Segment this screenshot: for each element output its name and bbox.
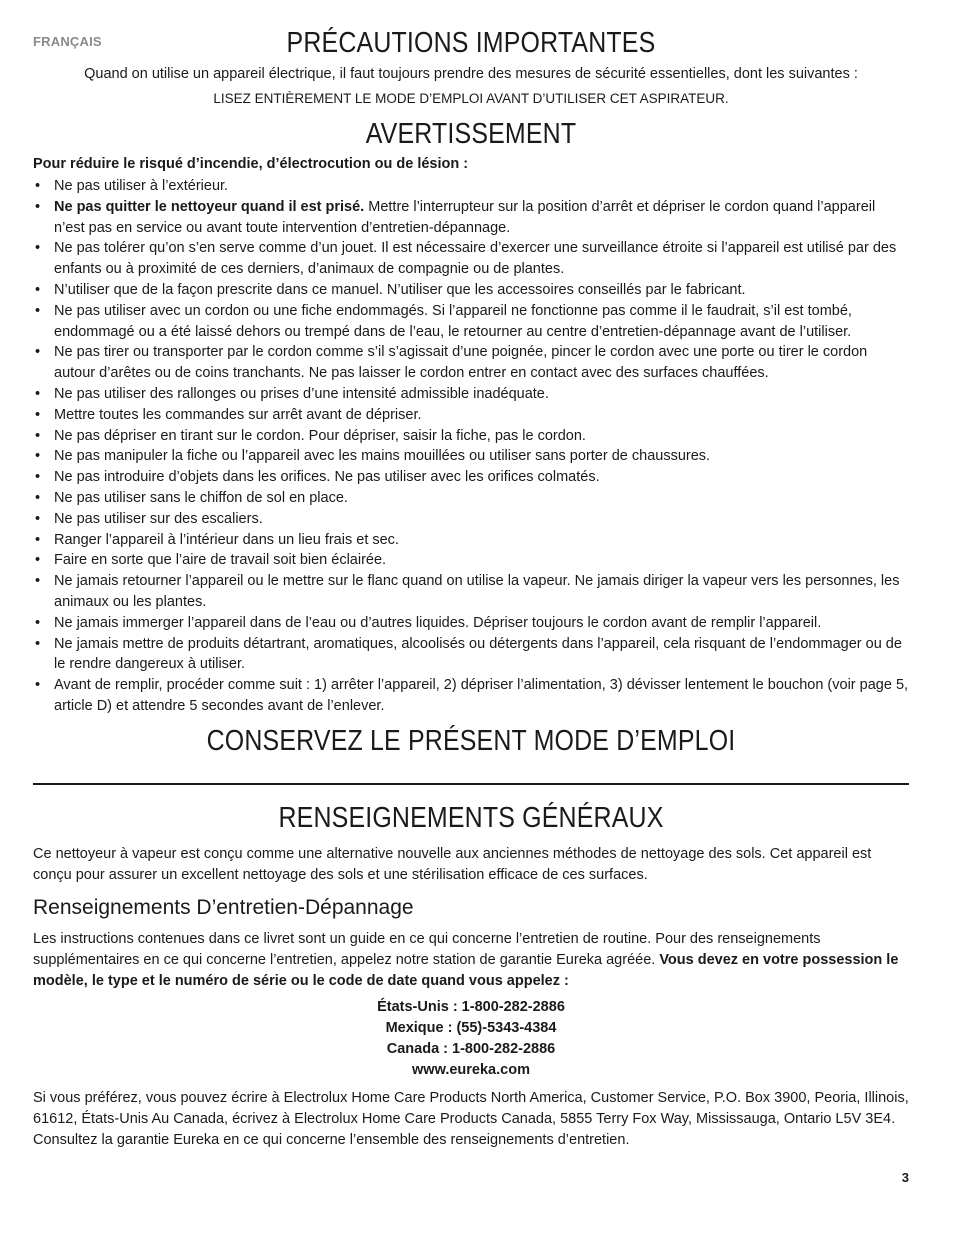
bullet-icon: • (35, 614, 41, 631)
warning-item-text: Ne pas utiliser avec un cordon ou une fiche endommagés. Si l’appareil ne fonctionne pas comme il le faudrait, s’il est tombé, endommagé ou a été laissé dehors ou trempé dans de l’eau, le retourner au centre d’entretien-dépannage avant de l’utiliser. (54, 302, 852, 340)
warning-item (33, 550, 909, 571)
bullet-icon: • (35, 385, 41, 402)
service-text: Les instructions contenues dans ce livret sont un guide en ce qui concerne l’entretien de routine. Pour des renseignements supplémentaires en ce qui concerne l’entretien, appelez notre station de garantie Eureka agréée. (33, 931, 821, 968)
service-bold-text: Vous devez en votre possession le modèle, le type et le numéro de série ou le code de date quand vous appelez : (33, 952, 899, 989)
contact-website: www.eureka.com (412, 1062, 530, 1078)
bullet-icon: • (35, 406, 41, 423)
warning-item (33, 426, 909, 447)
warning-item (33, 280, 909, 301)
bullet-icon: • (35, 198, 41, 215)
general-info-title: RENSEIGNEMENTS GÉNÉRAUX (278, 802, 664, 834)
warning-item-bold: Ne pas quitter le nettoyeur quand il est prisé. (54, 198, 365, 215)
manual-page (33, 0, 909, 1235)
contact-canada: Canada : 1-800-282-2886 (386, 1041, 556, 1057)
warning-lead: Pour réduire le risqué d’incendie, d’électrocution ou de lésion : (33, 156, 469, 172)
warning-item-text: Faire en sorte que l’aire de travail soit bien éclairée. (54, 552, 387, 569)
warning-item-text: Ne pas tolérer qu’on s’en serve comme d’un jouet. Il est nécessaire d’exercer une surveillance étroite si l’appareil est utilisé par des enfants ou à proximité de ces derniers, d’animaux de compagnie ou de plantes. (54, 240, 897, 278)
warning-item (33, 467, 909, 488)
warning-title: AVERTISSEMENT (365, 118, 577, 150)
warning-item-text: Mettre toutes les commandes sur arrêt avant de dépriser. (54, 406, 422, 423)
warning-item-text: Ne jamais immerger l’appareil dans de l’eau ou d’autres liquides. Dépriser toujours le cordon avant de remplir l’appareil. (54, 614, 822, 631)
bullet-icon: • (35, 344, 41, 361)
warning-item (33, 571, 909, 613)
warning-item-text: Ne pas utiliser à l’extérieur. (54, 178, 229, 194)
warning-item-text: Ne pas utiliser sans le chiffon de sol en place. (54, 489, 348, 506)
contact-us: États-Unis : 1-800-282-2886 (377, 999, 565, 1015)
warning-item (33, 446, 909, 467)
warning-item-text: Avant de remplir, procéder comme suit : 1) arrêter l’appareil, 2) dépriser l’alimentation, 3) dévisser lentement le bouchon (voir page 5, article D) et attendre 5 secondes avant de l’enlever. (54, 677, 909, 714)
contact-mexico: Mexique : (55)-5343-4384 (385, 1020, 557, 1036)
bullet-icon: • (35, 302, 41, 319)
warning-item (33, 405, 909, 426)
precautions-title: PRÉCAUTIONS IMPORTANTES (286, 27, 656, 59)
warning-item (33, 530, 909, 551)
bullet-icon: • (35, 552, 41, 569)
warning-item-text: N’utiliser que de la façon prescrite dans ce manuel. N’utiliser que les accessoires conseillés par le fabricant. (54, 281, 746, 298)
bullet-icon: • (35, 469, 41, 486)
page-number: 3 (901, 1170, 909, 1185)
bullet-icon: • (35, 635, 41, 652)
bullet-icon: • (35, 281, 41, 298)
service-paragraph (33, 929, 909, 992)
warning-item (33, 634, 909, 676)
warning-item (33, 197, 909, 239)
bullet-icon: • (35, 510, 41, 527)
warning-item (33, 675, 909, 717)
closing-paragraph: Si vous préférez, vous pouvez écrire à Electrolux Home Care Products North America, Customer Service, P.O. Box 3900, Peoria, Illinois, 61612, États-Unis Au Canada, écrivez à Electrolux Home Care Products Canada, 5855 Terry Fox Way, Mississauga, Ontario L5V 3E4. Consultez la garantie Eureka en ce qui concerne l’ensemble des renseignements d’entretien. (33, 1090, 909, 1148)
warning-item (33, 176, 909, 197)
warning-item (33, 342, 909, 384)
language-label: FRANÇAIS (33, 34, 102, 49)
warning-item-text: Ne pas utiliser des rallonges ou prises d’une intensité admissible inadéquate. (54, 385, 549, 402)
bullet-icon: • (35, 573, 41, 590)
warning-item-text: Ne pas dépriser en tirant sur le cordon. Pour dépriser, saisir la fiche, pas le cordon. (54, 427, 586, 444)
warning-item-text: Ne jamais mettre de produits détartrant, aromatiques, alcoolisés ou détergents dans l’appareil, cela risquant de l’endommager ou de le rendre dangereux à utiliser. (54, 635, 902, 673)
warning-item-text: Ne pas tirer ou transporter par le cordon comme s’il s’agissait d’une poignée, pincer le cordon avec une porte ou tirer le cordon autour d’arêtes ou de coins tranchants. Ne pas laisser le cordon entrer en contact avec des surfaces chauffées. (54, 344, 868, 382)
bullet-icon: • (35, 178, 41, 194)
precautions-intro: Quand on utilise un appareil électrique, il faut toujours prendre des mesures de sécurité essentielles, dont les suivantes : (84, 66, 858, 82)
warning-item-text: Mettre l’interrupteur sur la position d’arrêt et dépriser le cordon quand l’appareil n’est pas en service ou avant toute intervention d’entretien-dépannage. (54, 198, 876, 236)
warning-item (33, 613, 909, 634)
read-instructions-line: LISEZ ENTIÈREMENT LE MODE D’EMPLOI AVANT D’UTILISER CET ASPIRATEUR. (213, 91, 729, 106)
bullet-icon: • (35, 427, 41, 444)
bullet-icon: • (35, 240, 41, 257)
warning-item-text: Ne pas manipuler la fiche ou l’appareil avec les mains mouillées ou utiliser sans porter de chaussures. (54, 448, 711, 465)
bullet-icon: • (35, 489, 41, 506)
general-intro: Ce nettoyeur à vapeur est conçu comme une alternative nouvelle aux anciennes méthodes de nettoyage des sols. Cet appareil est conçu pour assurer un excellent nettoyage des sols et une stérilisation efficace de ces surfaces. (33, 846, 872, 883)
warning-item-text: Ne jamais retourner l’appareil ou le mettre sur le flanc quand on utilise la vapeur. Ne jamais diriger la vapeur vers les personnes, les animaux ou les plantes. (54, 573, 900, 610)
warning-item (33, 301, 909, 343)
service-subtitle: Renseignements D’entretien-Dépannage (33, 896, 414, 919)
warning-item-text: Ne pas introduire d’objets dans les orifices. Ne pas utiliser avec les orifices colmatés. (54, 469, 600, 486)
section-divider (33, 783, 909, 785)
warning-item (33, 509, 909, 530)
bullet-icon: • (35, 448, 41, 465)
warning-item-text: Ne pas utiliser sur des escaliers. (54, 510, 263, 527)
warning-list (33, 176, 909, 717)
contact-block (33, 997, 909, 1081)
warning-item (33, 384, 909, 405)
bullet-icon: • (35, 531, 41, 548)
bullet-icon: • (35, 677, 41, 694)
keep-instructions-title: CONSERVEZ LE PRÉSENT MODE D’EMPLOI (206, 725, 736, 757)
warning-item (33, 238, 909, 280)
warning-item-text: Ranger l’appareil à l’intérieur dans un lieu frais et sec. (54, 531, 399, 548)
warning-item (33, 488, 909, 509)
